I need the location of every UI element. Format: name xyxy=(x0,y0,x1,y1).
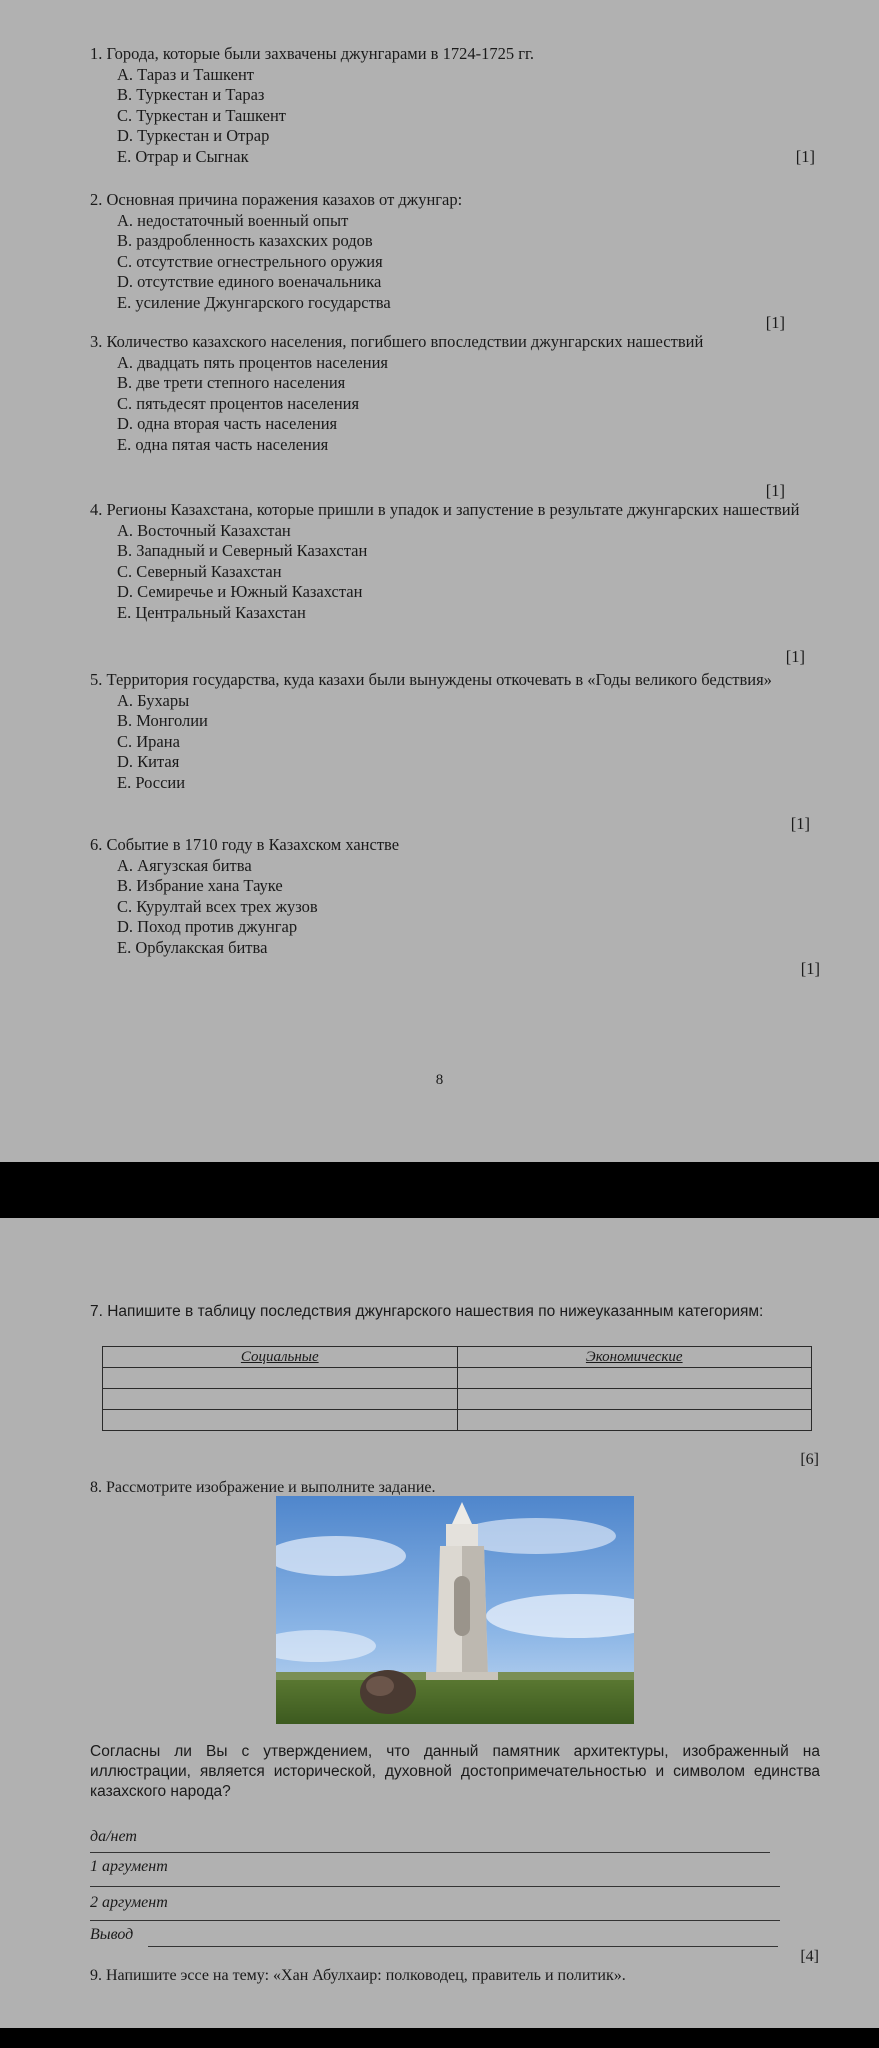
table-cell-economic[interactable] xyxy=(457,1410,812,1431)
question-3-title: 3. Количество казахского населения, погибшего впоследствии джунгарских нашествий xyxy=(90,332,704,351)
q5-option-a: A. Бухары xyxy=(117,690,190,710)
question-5 xyxy=(90,670,825,833)
q5-mark: [1] xyxy=(790,814,810,833)
q3-option-b: B. две трети степного населения xyxy=(117,373,346,393)
q1-option-e: E. Отрар и Сыгнак xyxy=(117,146,249,166)
q5-option-e: E. России xyxy=(117,772,186,792)
answer-line[interactable] xyxy=(90,1852,770,1853)
argument-1-label: 1 аргумент xyxy=(90,1858,168,1875)
table-cell-economic[interactable] xyxy=(457,1389,812,1410)
argument-2-label: 2 аргумент xyxy=(90,1894,168,1911)
question-4 xyxy=(90,500,825,666)
q4-mark: [1] xyxy=(785,647,805,666)
q6-option-d: D. Поход против джунгар xyxy=(117,917,298,937)
question-8-title: 8. Рассмотрите изображение и выполните задание. xyxy=(90,1479,436,1496)
q6-mark: [1] xyxy=(800,959,820,978)
table-cell-social[interactable] xyxy=(103,1389,458,1410)
worksheet-page-2 xyxy=(0,1218,879,2028)
q4-option-e: E. Центральный Казахстан xyxy=(117,602,306,622)
q3-option-c: C. пятьдесят процентов населения xyxy=(117,393,360,413)
answer-line[interactable] xyxy=(90,1920,780,1921)
answer-line[interactable] xyxy=(148,1946,778,1947)
q4-option-d: D. Семиречье и Южный Казахстан xyxy=(117,582,363,602)
question-8-statement: Согласны ли Вы с утверждением, что данный памятник архитектуры, изображенный на иллюстрации, является исторической, духовной достопримечательностью и символом единства казахского народа? xyxy=(90,1743,820,1800)
q5-option-b: B. Монголии xyxy=(117,711,208,731)
q4-option-b: B. Западный и Северный Казахстан xyxy=(117,541,368,561)
q2-option-e: E. усиление Джунгарского государства xyxy=(117,292,391,312)
question-2-title: 2. Основная причина поражения казахов от джунгар: xyxy=(90,190,463,209)
q6-option-b: B. Избрание хана Тауке xyxy=(117,876,283,896)
column-social: Социальные xyxy=(103,1347,458,1368)
q1-mark: [1] xyxy=(795,147,815,166)
q3-option-d: D. одна вторая часть населения xyxy=(117,414,338,434)
q4-option-a: A. Восточный Казахстан xyxy=(117,520,291,540)
question-9-title: 9. Напишите эссе на тему: «Хан Абулхаир: полководец, правитель и политик». xyxy=(90,1967,626,1984)
table-row xyxy=(103,1368,812,1389)
question-6 xyxy=(90,835,825,978)
answer-line[interactable] xyxy=(90,1886,780,1887)
column-economic: Экономические xyxy=(457,1347,812,1368)
q2-option-d: D. отсутствие единого военачальника xyxy=(117,272,382,292)
table-cell-economic[interactable] xyxy=(457,1368,812,1389)
yes-no-label: да/нет xyxy=(90,1828,137,1845)
question-2 xyxy=(90,190,825,332)
stone-boulder xyxy=(360,1670,416,1714)
q1-option-a: A. Тараз и Ташкент xyxy=(117,64,254,84)
monument-photo xyxy=(276,1496,634,1724)
question-3 xyxy=(90,332,825,500)
conclusion-label: Вывод xyxy=(90,1926,134,1943)
q2-option-c: C. отсутствие огнестрельного оружия xyxy=(117,251,383,271)
q2-option-b: B. раздробленность казахских родов xyxy=(117,231,373,251)
question-6-title: 6. Событие в 1710 году в Казахском ханстве xyxy=(90,835,400,854)
table-row xyxy=(103,1410,812,1431)
q1-option-b: B. Туркестан и Тараз xyxy=(117,85,265,105)
q3-option-a: A. двадцать пять процентов населения xyxy=(117,352,389,372)
q5-option-d: D. Китая xyxy=(117,752,180,772)
q4-option-c: C. Северный Казахстан xyxy=(117,561,282,581)
page-number: 8 xyxy=(435,1072,444,1088)
q6-option-e: E. Орбулакская битва xyxy=(117,937,268,957)
table-row xyxy=(103,1389,812,1410)
question-4-title: 4. Регионы Казахстана, которые пришли в упадок и запустение в результате джунгарских нашествий xyxy=(90,500,800,519)
q2-option-a: A. недостаточный военный опыт xyxy=(117,210,349,230)
q1-option-c: C. Туркестан и Ташкент xyxy=(117,105,286,125)
monument-illustration xyxy=(276,1496,634,1724)
consequences-table xyxy=(102,1346,812,1431)
table-cell-social[interactable] xyxy=(103,1410,458,1431)
question-1-title: 1. Города, которые были захвачены джунгарами в 1724-1725 гг. xyxy=(90,44,535,63)
question-5-title: 5. Территория государства, куда казахи были вынуждены откочевать в «Годы великого бедствия» xyxy=(90,670,772,689)
q2-mark: [1] xyxy=(765,313,785,332)
q6-option-c: C. Курултай всех трех жузов xyxy=(117,896,318,916)
q3-option-e: E. одна пятая часть населения xyxy=(117,434,329,454)
q7-mark: [6] xyxy=(800,1451,819,1468)
q6-option-a: A. Аягузская битва xyxy=(117,855,252,875)
q3-mark: [1] xyxy=(765,481,785,500)
q5-option-c: C. Ирана xyxy=(117,731,180,751)
q1-option-d: D. Туркестан и Отрар xyxy=(117,126,270,146)
question-1 xyxy=(90,44,825,168)
table-cell-social[interactable] xyxy=(103,1368,458,1389)
q8-mark: [4] xyxy=(800,1948,819,1965)
question-7-title: 7. Напишите в таблицу последствия джунгарского нашествия по нижеуказанным категориям: xyxy=(90,1303,764,1320)
